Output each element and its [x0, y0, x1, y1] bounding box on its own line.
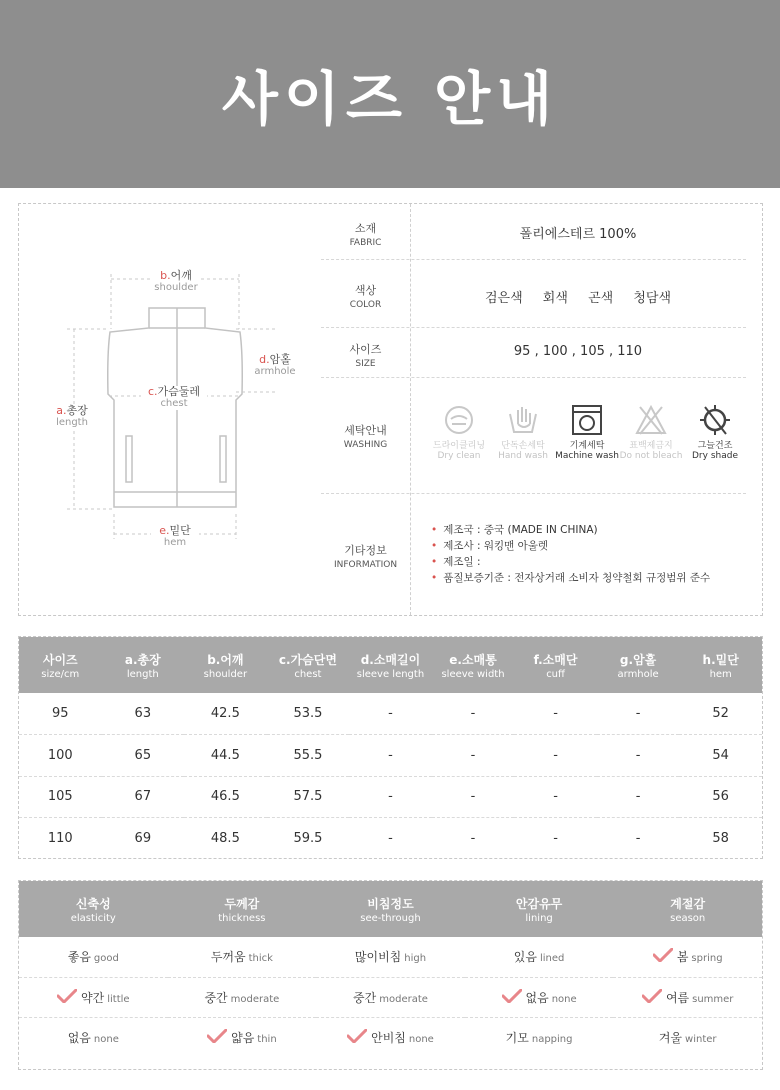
feature-ko: 좋음: [67, 950, 91, 965]
feature-en: lined: [539, 953, 565, 965]
table-cell: 52: [679, 693, 762, 735]
fabric-row: [321, 204, 746, 260]
header-cell: 비침정도 see-through: [316, 881, 465, 937]
dry-shade: 그늘건조 Dry shade: [681, 404, 749, 461]
feature-en: moderate: [379, 993, 428, 1005]
feature-en: spring: [691, 953, 723, 965]
checkmark-icon: [57, 989, 77, 1003]
header-cell: e.소매통 sleeve width: [432, 637, 515, 693]
table-cell: 58: [712, 831, 729, 846]
hand-wash: 단독손세탁 Hand wash: [489, 404, 557, 461]
header-cell: 안감유무 lining: [465, 881, 614, 937]
table-cell: -: [514, 693, 597, 735]
table-cell: 65: [102, 735, 185, 777]
table-cell: -: [514, 776, 597, 818]
banner: [0, 0, 780, 188]
header-cell: g.암홀 armhole: [597, 637, 680, 693]
table-cell: -: [553, 831, 558, 846]
dry-shade-icon: [698, 404, 732, 436]
list-item: • 제조사 : 워킹맨 아울렛: [431, 540, 549, 552]
feature-ko: 없음: [525, 990, 549, 1005]
dry-clean: 드라이클리닝 Dry clean: [425, 404, 493, 461]
feature-cell: [465, 937, 614, 977]
feature-ko: 기모: [505, 1030, 529, 1045]
table-cell: -: [597, 693, 680, 735]
feature-cell: [19, 1017, 168, 1057]
table-cell: 48.5: [210, 831, 240, 846]
features-row: [19, 1017, 762, 1057]
checkmark-icon: [642, 989, 662, 1003]
table-cell: -: [388, 831, 393, 846]
checkmark-icon: [347, 1029, 367, 1043]
table-cell: 42.5: [184, 693, 267, 735]
feature-cell: [465, 977, 614, 1017]
hem-label: e.밑단 hem: [151, 525, 199, 549]
table-cell: -: [349, 735, 432, 777]
size-table-header: [19, 637, 762, 693]
header-cell: b.어깨 shoulder: [184, 637, 267, 693]
feature-en: summer: [692, 993, 734, 1005]
machine-wash-icon: [570, 404, 604, 436]
table-cell: 44.5: [184, 735, 267, 777]
feature-cell: [168, 937, 317, 977]
page-title: 사이즈 안내: [221, 65, 559, 133]
table-cell: -: [470, 831, 476, 846]
feature-ko: 안비침: [371, 1030, 406, 1045]
header-cell: c.가슴단면 chest: [267, 637, 350, 693]
size-table: [19, 637, 762, 859]
table-cell: 56: [679, 776, 762, 818]
feature-en: little: [107, 993, 130, 1005]
chest-label: c.가슴둘레 chest: [141, 386, 207, 410]
feature-cell: [465, 1017, 614, 1057]
size-row: [321, 328, 746, 378]
no-bleach-icon: [634, 404, 668, 436]
feature-ko: 많이비침: [354, 950, 402, 965]
list-item: • 품질보증기준 : 전자상거래 소비자 청약철회 규정범위 준수: [431, 572, 711, 584]
feature-ko: 겨울: [658, 1030, 683, 1045]
machine-wash: 기계세탁 Machine wash: [553, 404, 621, 461]
etc-label: 기타정보 INFORMATION: [333, 544, 398, 570]
table-cell: -: [514, 735, 597, 777]
feature-en: winter: [685, 1033, 717, 1045]
table-cell: -: [432, 735, 515, 777]
table-cell: -: [635, 831, 641, 846]
table-cell: 54: [679, 735, 762, 777]
feature-en: none: [551, 993, 577, 1005]
size-table-box: [18, 636, 763, 859]
table-cell: -: [432, 693, 515, 735]
armhole-label: d.암홀 armhole: [247, 354, 303, 378]
feature-en: napping: [531, 1033, 573, 1045]
feature-cell: [613, 977, 762, 1017]
feature-ko: 얇음: [231, 1030, 255, 1045]
list-item: • 제조일 :: [431, 556, 481, 568]
feature-cell: [19, 937, 168, 977]
feature-en: thin: [257, 1033, 277, 1045]
header-cell: a.총장 length: [102, 637, 185, 693]
fabric-value: 폴리에스테르 100%: [519, 227, 637, 242]
product-info-box: [18, 203, 763, 616]
etc-row: [321, 494, 746, 615]
checkmark-icon: [502, 989, 522, 1003]
size-label: 사이즈 SIZE: [349, 343, 382, 369]
washing-row: [321, 378, 746, 494]
feature-cell: [168, 1017, 317, 1057]
feature-cell: [168, 977, 317, 1017]
feature-en: good: [93, 953, 119, 965]
feature-en: thick: [248, 953, 273, 965]
feature-ko: 있음: [513, 950, 537, 965]
table-cell: 110: [47, 831, 73, 846]
features-box: [18, 880, 763, 1070]
fabric-label: 소재 FABRIC: [349, 222, 382, 248]
header-cell: 사이즈 size/cm: [19, 637, 102, 693]
header-cell: f.소매단 cuff: [514, 637, 597, 693]
feature-cell: [613, 1017, 762, 1057]
table-cell: 46.5: [184, 776, 267, 818]
color-value: 청담색: [633, 291, 672, 306]
table-cell: -: [597, 776, 680, 818]
table-cell: 63: [102, 693, 185, 735]
color-value: 검은색: [484, 291, 523, 306]
features-row: [19, 977, 762, 1017]
list-item: • 제조국 : 중국 (MADE IN CHINA): [431, 524, 598, 536]
length-label: a.총장 length: [50, 405, 94, 429]
table-row: [19, 776, 762, 818]
table-cell: -: [432, 776, 515, 818]
header-cell: d.소매길이 sleeve length: [349, 637, 432, 693]
table-cell: 105: [19, 776, 102, 818]
table-cell: -: [349, 693, 432, 735]
feature-ko: 여름: [665, 990, 690, 1005]
dry-clean-icon: [442, 404, 476, 436]
feature-ko: 약간: [81, 990, 105, 1005]
table-row: [19, 735, 762, 777]
table-cell: 67: [102, 776, 185, 818]
color-label: 색상 COLOR: [349, 284, 382, 310]
size-value: 95 , 100 , 105 , 110: [513, 344, 643, 359]
table-cell: 53.5: [267, 693, 350, 735]
feature-ko: 중간: [204, 990, 228, 1005]
shoulder-label: b.어깨 shoulder: [151, 270, 201, 294]
washing-label: 세탁안내 WASHING: [343, 424, 388, 450]
table-cell: 57.5: [267, 776, 350, 818]
no-bleach: 표백제금지 Do not bleach: [617, 404, 685, 461]
checkmark-icon: [207, 1029, 227, 1043]
color-value: 곤색: [588, 291, 614, 306]
feature-en: moderate: [230, 993, 280, 1005]
washing-icons: [425, 404, 745, 474]
table-cell: 100: [19, 735, 102, 777]
checkmark-icon: [653, 948, 673, 962]
features-table: [19, 881, 762, 1057]
features-header: [19, 881, 762, 937]
feature-cell: [316, 937, 465, 977]
feature-cell: [613, 937, 762, 977]
table-row: [19, 693, 762, 735]
etc-list: [431, 522, 710, 586]
header-cell: 두께감 thickness: [168, 881, 317, 937]
features-row: [19, 937, 762, 977]
color-value: 회색: [542, 291, 568, 306]
feature-ko: 없음: [67, 1030, 91, 1045]
feature-ko: 봄: [676, 950, 689, 965]
table-cell: 59.5: [293, 831, 323, 846]
header-cell: 계절감 season: [613, 881, 762, 937]
header-cell: h.밑단 hem: [679, 637, 762, 693]
table-row: [19, 818, 762, 860]
table-cell: -: [349, 776, 432, 818]
table-cell: 55.5: [267, 735, 350, 777]
feature-cell: [19, 977, 168, 1017]
hand-wash-icon: [506, 404, 540, 436]
table-cell: 69: [134, 831, 152, 846]
feature-en: high: [404, 953, 427, 965]
table-cell: 95: [19, 693, 102, 735]
feature-cell: [316, 977, 465, 1017]
garment-diagram: [19, 204, 319, 617]
feature-ko: 중간: [353, 990, 377, 1005]
feature-ko: 두꺼움: [210, 950, 246, 965]
feature-cell: [316, 1017, 465, 1057]
feature-en: none: [93, 1033, 119, 1045]
color-values: [410, 287, 746, 306]
header-cell: 신축성 elasticity: [19, 881, 168, 937]
feature-en: none: [408, 1033, 434, 1045]
table-cell: -: [597, 735, 680, 777]
color-row: [321, 260, 746, 328]
